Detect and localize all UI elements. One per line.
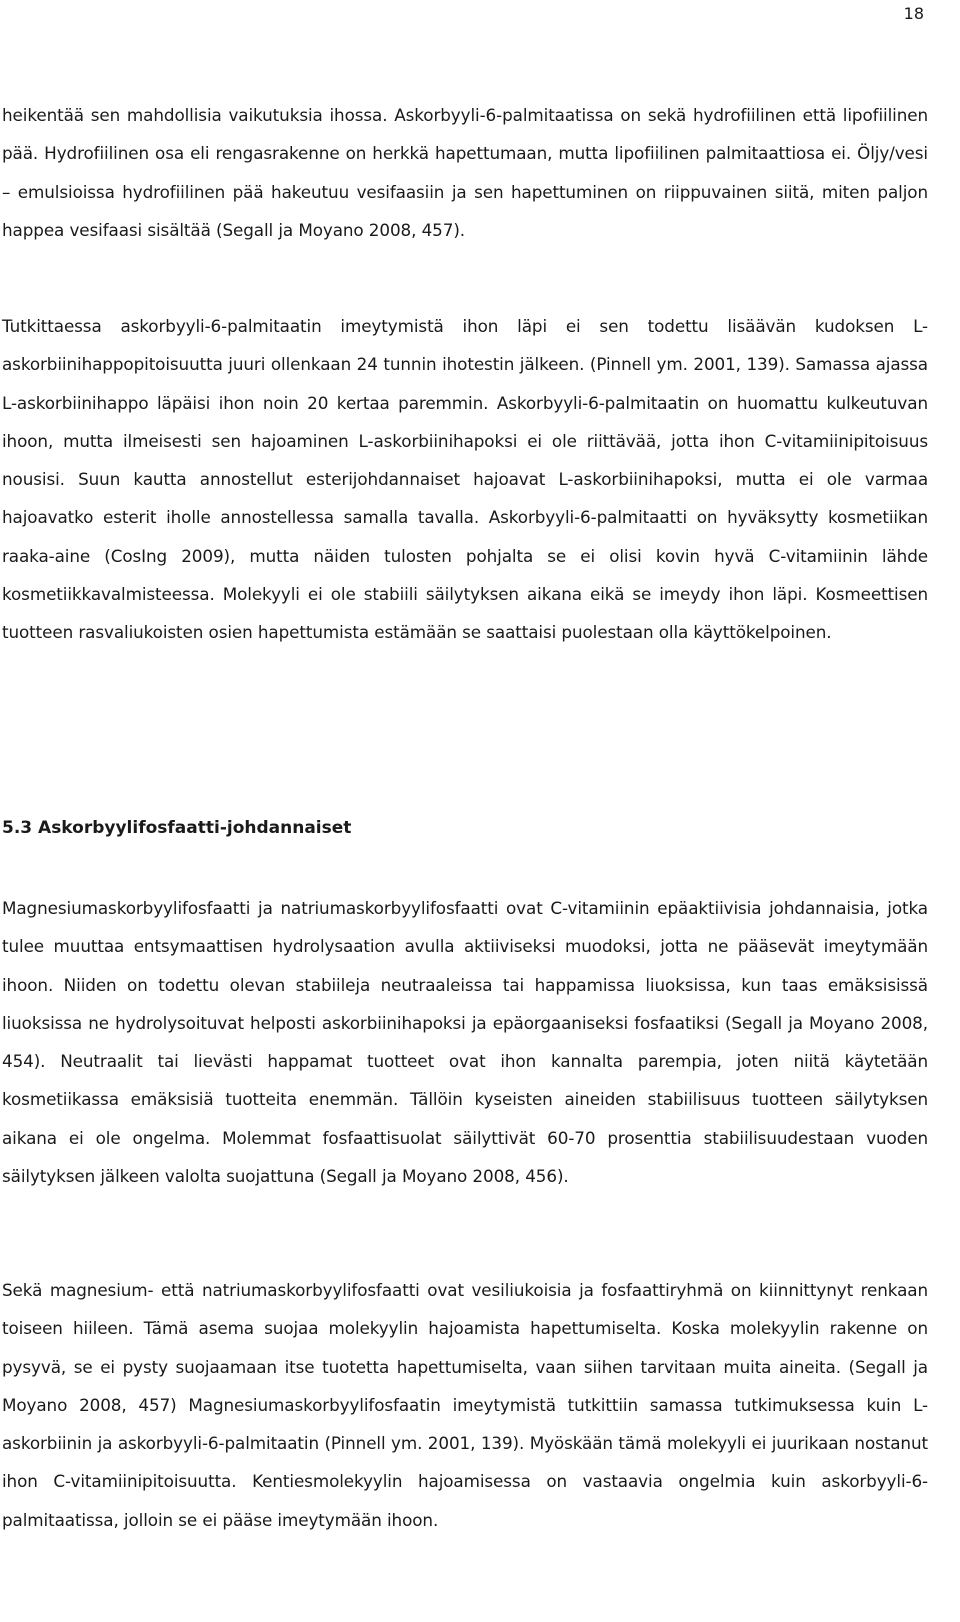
- paragraph-phosphate-derivatives: Magnesiumaskorbyylifosfaatti ja natriumaskorbyylifosfaatti ovat C-vitamiinin epäaktiivisia johdannaisia, jotka tulee muuttaa entsymaattisen hydrolysaation avulla aktiiviseksi muodoksi, jotta ne pääsevät imeytymään ihoon. Niiden on todettu olevan stabiileja neutraaleissa tai happamissa liuoksissa, kun taas emäksisissä liuoksissa ne hydrolysoituvat helposti askorbiinihapoksi ja epäorgaaniseksi fosfaatiksi (Segall ja Moyano 2008, 454). Neutraalit tai lievästi happamat tuotteet ovat ihon kannalta parempia, joten niitä käytetään kosmetiikassa emäksisiä tuotteita enemmän. Tällöin kyseisten aineiden stabiilisuus tuotteen säilytyksen aikana ei ole ongelma. Molemmat fosfaattisuolat säilyttivät 60-70 prosenttia stabiilisuudestaan vuoden säilytyksen jälkeen valolta suojattuna (Segall ja Moyano 2008, 456).: [2, 898, 928, 1187]
- paragraph-phosphate-structure: Sekä magnesium- että natriumaskorbyylifosfaatti ovat vesiliukoisia ja fosfaattiryhmä on kiinnittynyt renkaan toiseen hiileen. Tämä asema suojaa molekyylin hajoamista hapettumiselta. Koska molekyylin rakenne on pysyvä, se ei pysty suojaamaan itse tuotetta hapettumiselta, vaan siihen tarvitaan muita aineita. (Segall ja Moyano 2008, 457) Magnesiumaskorbyylifosfaatin imeytymistä tutkittiin samassa tutkimuksessa kuin L-askorbiinin ja askorbyyli-6-palmitaatin (Pinnell ym. 2001, 139). Myöskään tämä molekyyli ei juurikaan nostanut ihon C-vitamiinipitoisuutta. Kentiesmolekyylin hajoamisessa on vastaavia ongelmia kuin askorbyyli-6-palmitaatissa, jolloin se ei pääse imeytymään ihoon.: [2, 1280, 928, 1530]
- paragraph-palmitate-oxidation: heikentää sen mahdollisia vaikutuksia ihossa. Askorbyyli-6-palmitaatissa on sekä hydrofiilinen että lipofiilinen pää. Hydrofiilinen osa eli rengasrakenne on herkkä hapettumaan, mutta lipofiilinen palmitaattiosa ei. Öljy/vesi – emulsioissa hydrofiilinen pää hakeutuu vesifaasiin ja sen hapettuminen on riippuvainen siitä, miten paljon happea vesifaasi sisältää (Segall ja Moyano 2008, 457).: [2, 105, 928, 240]
- paragraph-palmitate-absorption: Tutkittaessa askorbyyli-6-palmitaatin imeytymistä ihon läpi ei sen todettu lisäävän kudoksen L-askorbiinihappopitoisuutta juuri ollenkaan 24 tunnin ihotestin jälkeen. (Pinnell ym. 2001, 139). Samassa ajassa L-askorbiinihappo läpäisi ihon noin 20 kertaa paremmin. Askorbyyli-6-palmitaatin on huomattu kulkeutuvan ihoon, mutta ilmeisesti sen hajoaminen L-askorbiinihapoksi ei ole riittävää, jotta ihon C-vitamiinipitoisuus nousisi. Suun kautta annostellut esterijohdannaiset hajoavat L-askorbiinihapoksi, mutta ei ole varmaa hajoavatko esterit iholle annostellessa samalla tavalla. Askorbyyli-6-palmitaatti on hyväksytty kosmetiikan raaka-aine (CosIng 2009), mutta näiden tulosten pohjalta se ei olisi kovin hyvä C-vitamiinin lähde kosmetiikkavalmisteessa. Molekyyli ei ole stabiili säilytyksen aikana eikä se imeydy ihon läpi. Kosmeettisen tuotteen rasvaliukoisten osien hapettumista estämään se saattaisi puolestaan olla käyttökelpoinen.: [2, 316, 928, 643]
- page-number: 18: [903, 4, 924, 23]
- section-heading: 5.3 Askorbyylifosfaatti-johdannaiset: [2, 818, 352, 838]
